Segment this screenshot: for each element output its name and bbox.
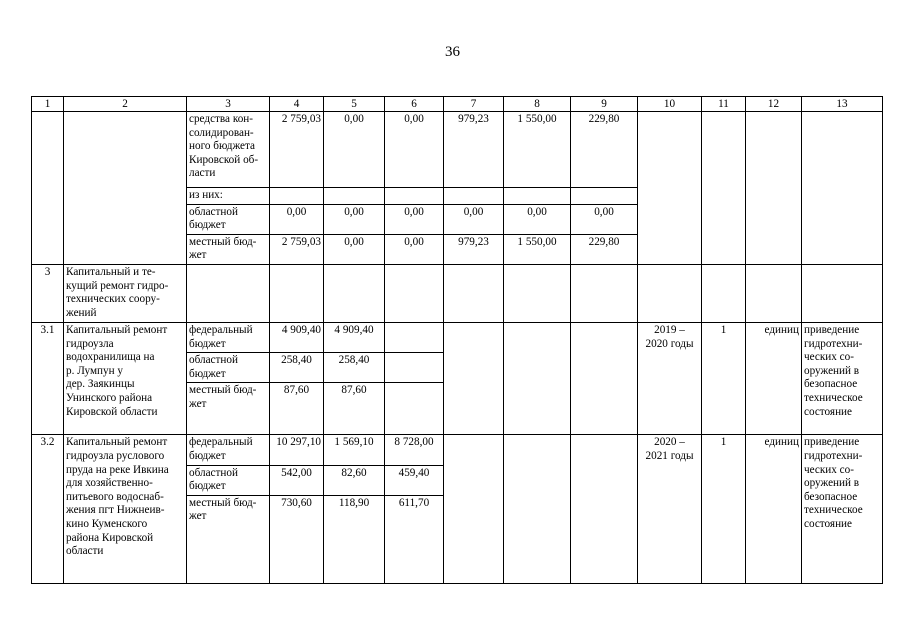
value-cell: 1 550,00 (504, 112, 571, 188)
cell-empty (444, 435, 504, 583)
value-cell: 1 550,00 (504, 234, 571, 264)
section-number: 3 (32, 264, 64, 322)
cell-empty (32, 112, 64, 265)
cell-empty (571, 264, 638, 322)
value-cell: 87,60 (270, 383, 324, 435)
item-number: 3.2 (32, 435, 64, 583)
value-cell: 0,00 (385, 204, 444, 234)
section-row (32, 264, 883, 322)
value-cell: 0,00 (571, 204, 638, 234)
cell-empty (571, 322, 638, 434)
value-cell: 4 909,40 (324, 322, 385, 352)
item-title: Капитальный ремонт гидроузла руслового пруда на реке Ивкина для хозяйственно- питьевого водоснаб- жения пгт Нижнеив- кино Куменского района Кировской области (64, 435, 187, 583)
quantity: 1 (702, 435, 746, 583)
value-cell: 229,80 (571, 112, 638, 188)
cell-empty (504, 264, 571, 322)
value-cell: 0,00 (385, 234, 444, 264)
funding-label: областной бюджет (187, 204, 270, 234)
col-header-2: 2 (64, 97, 187, 112)
program-table (31, 96, 883, 584)
col-header-6: 6 (385, 97, 444, 112)
value-cell: 258,40 (324, 353, 385, 383)
cell-empty (385, 322, 444, 352)
cell-empty (802, 264, 883, 322)
cell-empty (324, 264, 385, 322)
col-header-8: 8 (504, 97, 571, 112)
cell-empty (385, 188, 444, 205)
value-cell: 10 297,10 (270, 435, 324, 465)
col-header-12: 12 (746, 97, 802, 112)
value-cell: 258,40 (270, 353, 324, 383)
funding-label: местный бюд- жет (187, 495, 270, 583)
quantity: 1 (702, 322, 746, 434)
implementation-years: 2019 – 2020 годы (638, 322, 702, 434)
table-row (32, 112, 883, 188)
value-cell: 730,60 (270, 495, 324, 583)
item-title: Капитальный ремонт гидроузла водохранилища на р. Лумпун у дер. Заякинцы Унинского района Кировской области (64, 322, 187, 434)
funding-label: областной бюджет (187, 353, 270, 383)
value-cell: 82,60 (324, 465, 385, 495)
cell-empty (746, 112, 802, 265)
col-header-1: 1 (32, 97, 64, 112)
col-header-3: 3 (187, 97, 270, 112)
item-number: 3.1 (32, 322, 64, 434)
funding-label: местный бюд- жет (187, 234, 270, 264)
value-cell: 2 759,03 (270, 234, 324, 264)
col-header-9: 9 (571, 97, 638, 112)
section-title: Капитальный и те- кущий ремонт гидро- технических соору- жений (64, 264, 187, 322)
page-number: 36 (445, 44, 460, 60)
cell-empty (504, 322, 571, 434)
value-cell: 0,00 (324, 112, 385, 188)
value-cell: 1 569,10 (324, 435, 385, 465)
col-header-13: 13 (802, 97, 883, 112)
table-row (32, 322, 883, 352)
cell-empty (746, 264, 802, 322)
value-cell: 8 728,00 (385, 435, 444, 465)
value-cell: 87,60 (324, 383, 385, 435)
cell-empty (385, 383, 444, 435)
cell-empty (571, 435, 638, 583)
value-cell: 4 909,40 (270, 322, 324, 352)
cell-empty (270, 188, 324, 205)
value-cell: 0,00 (444, 204, 504, 234)
cell-empty (444, 264, 504, 322)
cell-empty (385, 353, 444, 383)
col-header-11: 11 (702, 97, 746, 112)
col-header-7: 7 (444, 97, 504, 112)
funding-label: областной бюджет (187, 465, 270, 495)
cell-empty (638, 112, 702, 265)
cell-empty (638, 264, 702, 322)
value-cell: 229,80 (571, 234, 638, 264)
col-header-10: 10 (638, 97, 702, 112)
value-cell: 0,00 (270, 204, 324, 234)
cell-empty (702, 264, 746, 322)
cell-empty (64, 112, 187, 265)
expected-result: приведение гидротехни- ческих со- оружений в безопасное техническое состояние (802, 435, 883, 583)
value-cell: 0,00 (385, 112, 444, 188)
cell-empty (802, 112, 883, 265)
value-cell: 459,40 (385, 465, 444, 495)
cell-empty (504, 188, 571, 205)
value-cell: 0,00 (324, 204, 385, 234)
cell-empty (324, 188, 385, 205)
value-cell: 118,90 (324, 495, 385, 583)
cell-empty (270, 264, 324, 322)
value-cell: 0,00 (504, 204, 571, 234)
cell-empty (702, 112, 746, 265)
cell-empty (444, 322, 504, 434)
cell-empty (187, 264, 270, 322)
cell-empty (571, 188, 638, 205)
cell-empty (444, 188, 504, 205)
of-which-label: из них: (187, 188, 270, 205)
funding-label: федеральный бюджет (187, 435, 270, 465)
funding-label: местный бюд- жет (187, 383, 270, 435)
value-cell: 979,23 (444, 234, 504, 264)
col-header-5: 5 (324, 97, 385, 112)
value-cell: 542,00 (270, 465, 324, 495)
expected-result: приведение гидротехни- ческих со- оружений в безопасное техническое состояние (802, 322, 883, 434)
funding-label: федеральный бюджет (187, 322, 270, 352)
cell-empty (504, 435, 571, 583)
value-cell: 2 759,03 (270, 112, 324, 188)
cell-empty (385, 264, 444, 322)
unit: единиц (746, 322, 802, 434)
value-cell: 979,23 (444, 112, 504, 188)
value-cell: 611,70 (385, 495, 444, 583)
funding-label: средства кон- солидирован- ного бюджета Кировской об- ласти (187, 112, 270, 188)
table-row (32, 435, 883, 465)
column-number-row (32, 97, 883, 112)
unit: единиц (746, 435, 802, 583)
value-cell: 0,00 (324, 234, 385, 264)
col-header-4: 4 (270, 97, 324, 112)
implementation-years: 2020 – 2021 годы (638, 435, 702, 583)
